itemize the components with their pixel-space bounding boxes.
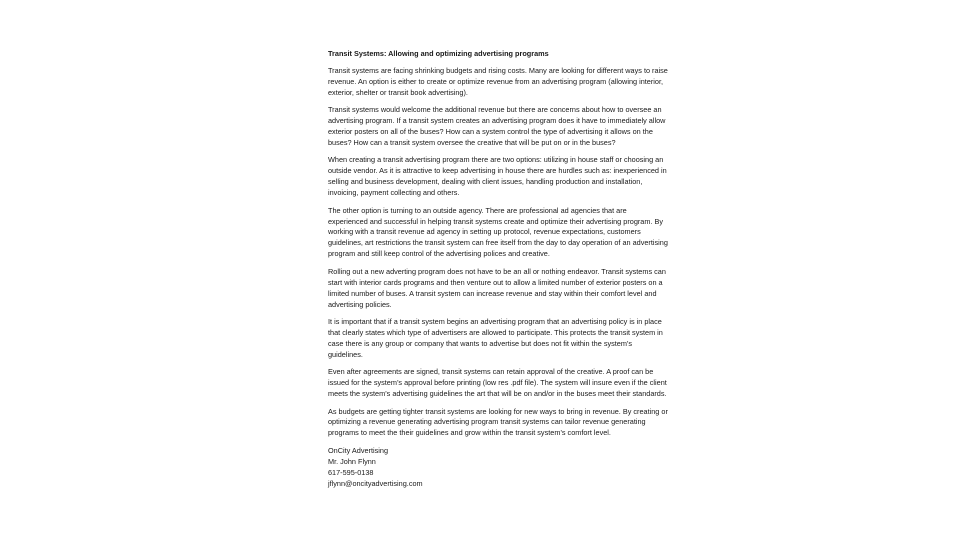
paragraph-5: Rolling out a new adverting program does not have to be an all or nothing endeavor. Transit systems can start with interior cards programs and then venture out to allow a limited number of exterior posters on a limited number of buses. A transit system can increase revenue and stay within their comfort level and advertising policies. — [328, 266, 666, 309]
paragraph-3: When creating a transit advertising program there are two options: utilizing in house staff or choosing an outside vendor. As it is attractive to keep advertising in house there are hurdles such as: inexperienced in selling and business development, dealing with client issues, handling production and installation, invoicing, payment collecting and others. — [328, 155, 667, 198]
signature-block — [328, 446, 668, 490]
paragraph-2: Transit systems would welcome the additional revenue but there are concerns about how to oversee an advertising program. If a transit system creates an advertising program does it have to immediately allow exterior posters on all of the buses? How can a system control the type of advertising it allows on the buses? How can a transit system oversee the creative that will be put on or in the buses? — [328, 105, 666, 147]
paragraph-6: It is important that if a transit system begins an advertising program that an advertising policy is in place that clearly states which type of advertisers are allowed to participate. This protects the transit system in case there is any group or company that wants to advertise but does not fit within the system’s guidelines. — [328, 317, 663, 359]
signature-company: OnCity Advertising — [328, 445, 389, 455]
paragraph-8: As budgets are getting tighter transit systems are looking for new ways to bring in revenue. By creating or optimizing a revenue generating advertising program transit systems can tailor revenue generating programs to meet the their guidelines and grow within the transit system’s comfort level. — [328, 406, 668, 438]
paragraph-7: Even after agreements are signed, transit systems can retain approval of the creative. A proof can be issued for the system’s approval before printing (low res .pdf file). The system will insure even if the client meets the system’s advertising guidelines the art that will be on and/or in the buses meet their standards. — [328, 367, 667, 399]
paragraph-4: The other option is turning to an outside agency. There are professional ad agencies that are experienced and successful in helping transit systems create and optimize their advertising program. By working with a transit revenue ad agency in setting up protocol, revenue expectations, customers guidelines, art restrictions the transit system can free itself from the day to day operation of an advertising program and still keep control of the advertising polices and creative. — [328, 205, 668, 259]
document-title: Transit Systems: Allowing and optimizing advertising programs — [328, 49, 549, 58]
signature-phone: 617-595-0138 — [328, 467, 374, 477]
signature-name: Mr. John Flynn — [328, 456, 376, 466]
document-page — [328, 49, 668, 489]
paragraph-1: Transit systems are facing shrinking budgets and rising costs. Many are looking for different ways to raise revenue. An option is either to create or optimize revenue from an advertising program (allowing interior, exterior, shelter or transit book advertising). — [328, 65, 668, 97]
signature-email: jflynn@oncityadvertising.com — [328, 478, 423, 488]
